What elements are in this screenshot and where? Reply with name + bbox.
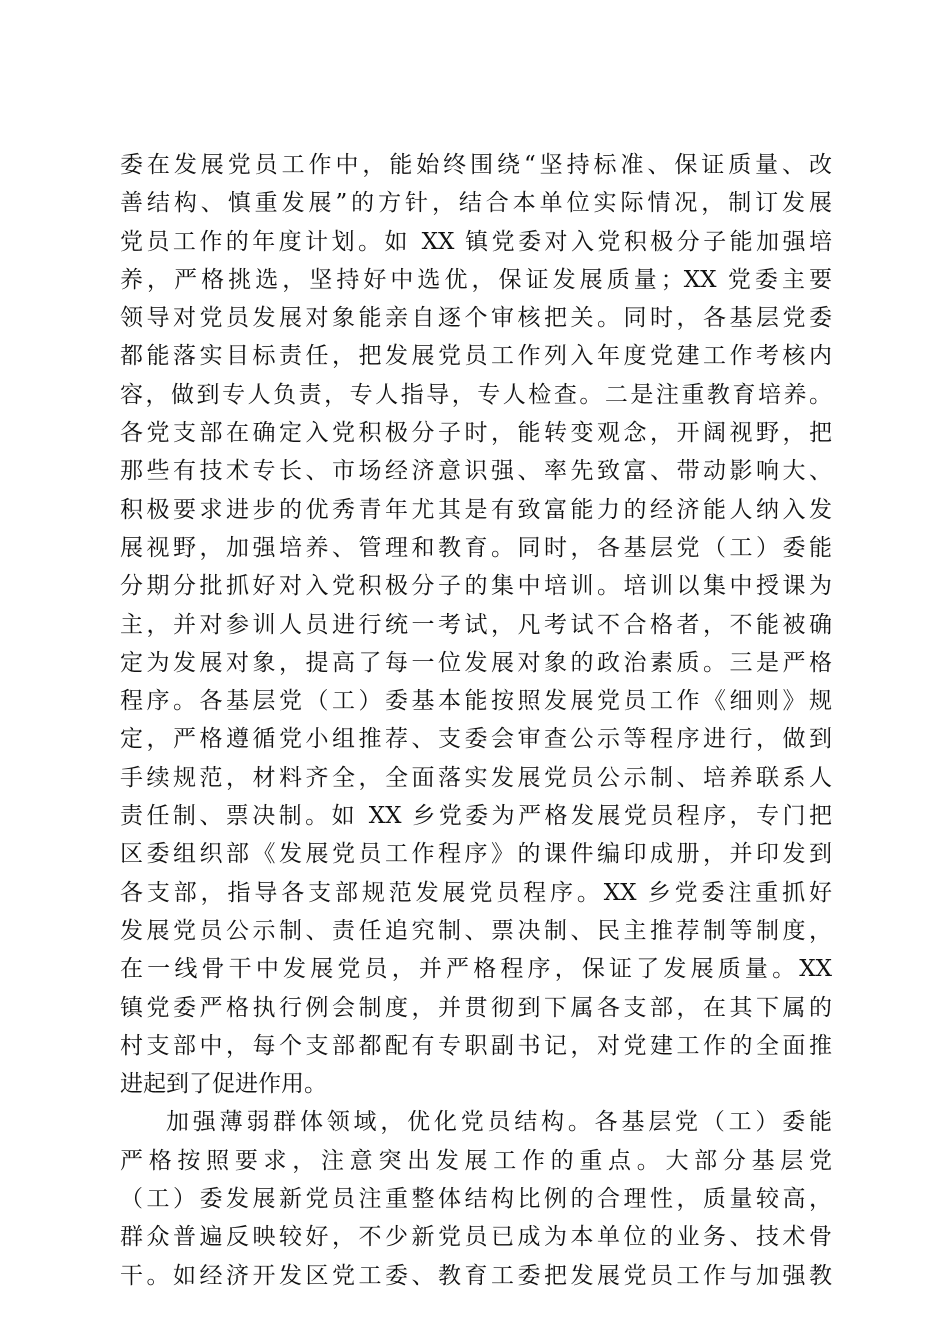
text-line: 定为发展对象，提高了每一位发展对象的政治素质。三是严格 xyxy=(120,649,832,676)
text-line: 善结构、慎重发展”的方针，结合本单位实际情况，制订发展 xyxy=(120,190,832,217)
text-line: 各支部，指导各支部规范发展党员程序。XX 乡党委注重抓好 xyxy=(120,879,832,906)
text-line: 进起到了促进作用。 xyxy=(120,1071,327,1098)
text-line: 容，做到专人负责，专人指导，专人检查。二是注重教育培养。 xyxy=(120,381,832,408)
document-body xyxy=(120,146,832,1295)
text-line: 主，并对参训人员进行统一考试，凡考试不合格者，不能被确 xyxy=(120,611,832,638)
text-line: 责任制、票决制。如 XX 乡党委为严格发展党员程序，专门把 xyxy=(120,803,832,830)
text-line: 养，严格挑选，坚持好中选优，保证发展质量；XX 党委主要 xyxy=(120,266,832,293)
text-line: （工）委发展新党员注重整体结构比例的合理性，质量较高， xyxy=(120,1186,832,1213)
text-line: 发展党员公示制、责任追究制、票决制、民主推荐制等制度， xyxy=(120,917,832,944)
paragraph-2 xyxy=(120,1103,832,1294)
text-line: 各党支部在确定入党积极分子时，能转变观念，开阔视野，把 xyxy=(120,420,832,447)
text-line: 那些有技术专长、市场经济意识强、率先致富、带动影响大、 xyxy=(120,458,832,485)
text-line: 镇党委严格执行例会制度，并贯彻到下属各支部，在其下属的 xyxy=(120,994,832,1021)
text-line: 委在发展党员工作中，能始终围绕“坚持标准、保证质量、改 xyxy=(120,152,832,178)
text-line: 在一线骨干中发展党员，并严格程序，保证了发展质量。XX xyxy=(120,956,832,983)
text-line: 都能落实目标责任，把发展党员工作列入年度党建工作考核内 xyxy=(120,343,832,370)
text-line: 定，严格遵循党小组推荐、支委会审查公示等程序进行，做到 xyxy=(120,726,832,753)
text-line: 群众普遍反映较好，不少新党员已成为本单位的业务、技术骨 xyxy=(120,1224,832,1251)
paragraph-1 xyxy=(120,146,832,1103)
text-line: 干。如经济开发区党工委、教育工委把发展党员工作与加强教 xyxy=(120,1262,832,1289)
text-line: 党员工作的年度计划。如 XX 镇党委对入党积极分子能加强培 xyxy=(120,228,832,255)
text-line: 分期分批抓好对入党积极分子的集中培训。培训以集中授课为 xyxy=(120,573,832,600)
text-line: 积极要求进步的优秀青年尤其是有致富能力的经济能人纳入发 xyxy=(120,496,832,523)
text-line: 严格按照要求，注意突出发展工作的重点。大部分基层党 xyxy=(120,1147,832,1174)
text-line: 手续规范，材料齐全，全面落实发展党员公示制、培养联系人 xyxy=(120,764,832,791)
text-line: 展视野，加强培养、管理和教育。同时，各基层党（工）委能 xyxy=(120,534,832,561)
text-line: 加强薄弱群体领域，优化党员结构。各基层党（工）委能 xyxy=(166,1109,832,1136)
text-line: 领导对党员发展对象能亲自逐个审核把关。同时，各基层党委 xyxy=(120,305,832,332)
text-line: 程序。各基层党（工）委基本能按照发展党员工作《细则》规 xyxy=(120,688,832,715)
text-line: 村支部中，每个支部都配有专职副书记，对党建工作的全面推 xyxy=(120,1032,832,1059)
text-line: 区委组织部《发展党员工作程序》的课件编印成册，并印发到 xyxy=(120,841,832,868)
